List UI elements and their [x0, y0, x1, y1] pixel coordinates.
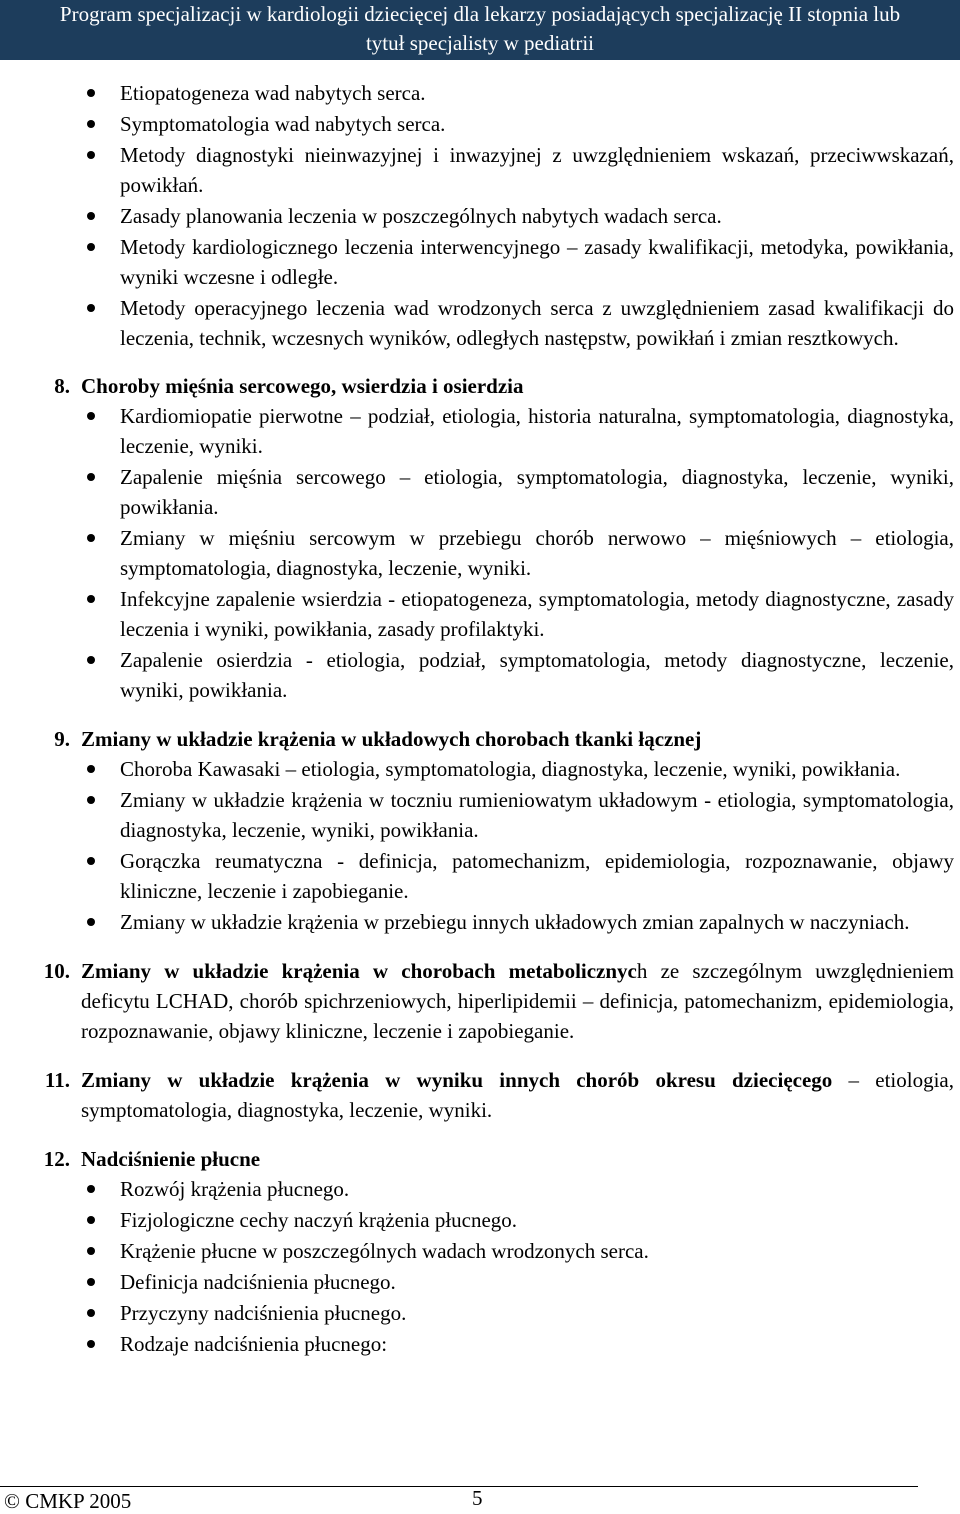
list-item: Kardiomiopatie pierwotne – podział, etiologia, historia naturalna, symptomatologia, diagnostyka, leczenie, wyniki. — [0, 401, 960, 461]
header-line-1: Program specjalizacji w kardiologii dziecięcej dla lekarzy posiadających specjalizację II stopnia lub — [59, 2, 901, 26]
footer-copyright: © CMKP 2005 — [4, 1489, 132, 1513]
section-heading — [0, 956, 960, 1046]
list-item: Etiopatogeneza wad nabytych serca. — [0, 78, 960, 108]
section — [0, 1144, 960, 1359]
list-item: Metody operacyjnego leczenia wad wrodzonych serca z uwzględnieniem zasad kwalifikacji do leczenia, technik, wczesnych wyników, odległych następstw, powikłań i zmian resztkowych. — [0, 293, 960, 353]
section-heading — [0, 1065, 960, 1125]
section-title-continuation: – etiologia, symptomatologia, diagnostyka, leczenie, wyniki. — [81, 1068, 954, 1122]
list-item: Fizjologiczne cechy naczyń krążenia płucnego. — [0, 1205, 960, 1235]
section-title: Choroby mięśnia sercowego, wsierdzia i osierdzia — [81, 374, 524, 398]
section — [0, 371, 960, 705]
section-title: Nadciśnienie płucne — [81, 1147, 261, 1171]
section — [0, 724, 960, 937]
section-title: Zmiany w układzie krążenia w układowych chorobach tkanki łącznej — [81, 727, 702, 751]
list-item: Krążenie płucne w poszczególnych wadach wrodzonych serca. — [0, 1236, 960, 1266]
list-item: Metody diagnostyki nieinwazyjnej i inwazyjnej z uwzględnieniem wskazań, przeciwwskazań, powikłań. — [0, 140, 960, 200]
section-title-continuation: h ze szczególnym uwzględnieniem deficytu LCHAD, chorób spichrzeniowych, hiperlipidemii – definicja, patomechanizm, epidemiologia, rozpoznawanie, objawy kliniczne, leczenie i zapobieganie. — [81, 959, 955, 1043]
footer-rule — [0, 1486, 918, 1487]
list-item: Zmiany w układzie krążenia w toczniu rumieniowatym układowym - etiologia, symptomatologia, diagnostyka, leczenie, wyniki, powikłania. — [0, 785, 960, 845]
list-item: Rozwój krążenia płucnego. — [0, 1174, 960, 1204]
section-bullet-list — [0, 401, 960, 705]
list-item: Infekcyjne zapalenie wsierdzia - etiopatogeneza, symptomatologia, metody diagnostyczne, zasady leczenia i wyniki, powikłania, zasady profilaktyki. — [0, 584, 960, 644]
page-number: 5 — [472, 1486, 483, 1510]
section-number: 8. — [54, 374, 70, 398]
list-item: Przyczyny nadciśnienia płucnego. — [0, 1298, 960, 1328]
list-item: Rodzaje nadciśnienia płucnego: — [0, 1329, 960, 1359]
section — [0, 956, 960, 1046]
list-item: Zapalenie mięśnia sercowego – etiologia, symptomatologia, diagnostyka, leczenie, wyniki, powikłania. — [0, 462, 960, 522]
page-header — [0, 0, 960, 60]
header-line-2: tytuł specjalisty w pediatrii — [365, 31, 595, 55]
intro-bullet-list — [0, 78, 960, 353]
section-title: Zmiany w układzie krążenia w wyniku innych chorób okresu dziecięcego — [81, 1068, 833, 1092]
list-item: Choroba Kawasaki – etiologia, symptomatologia, diagnostyka, leczenie, wyniki, powikłania. — [0, 754, 960, 784]
sections-container — [0, 371, 960, 1359]
section-bullet-list — [0, 754, 960, 937]
section-title: Zmiany w układzie krążenia w chorobach metabolicznyc — [81, 959, 637, 983]
section-heading — [0, 724, 960, 754]
list-item: Zmiany w mięśniu sercowym w przebiegu chorób nerwowo – mięśniowych – etiologia, symptomatologia, diagnostyka, leczenie, wyniki. — [0, 523, 960, 583]
list-item: Definicja nadciśnienia płucnego. — [0, 1267, 960, 1297]
list-item: Metody kardiologicznego leczenia interwencyjnego – zasady kwalifikacji, metodyka, powikłania, wyniki wczesne i odległe. — [0, 232, 960, 292]
list-item: Symptomatologia wad nabytych serca. — [0, 109, 960, 139]
page-content — [0, 78, 960, 1360]
section-heading — [0, 1144, 960, 1174]
section-number: 11. — [44, 1068, 70, 1092]
list-item: Zmiany w układzie krążenia w przebiegu innych układowych zmian zapalnych w naczyniach. — [0, 907, 960, 937]
section-bullet-list — [0, 1174, 960, 1359]
section-heading — [0, 371, 960, 401]
section-number: 10. — [43, 959, 70, 983]
list-item: Zasady planowania leczenia w poszczególnych nabytych wadach serca. — [0, 201, 960, 231]
list-item: Zapalenie osierdzia - etiologia, podział, symptomatologia, metody diagnostyczne, leczenie, wyniki, powikłania. — [0, 645, 960, 705]
section — [0, 1065, 960, 1125]
section-number: 12. — [43, 1147, 70, 1171]
section-number: 9. — [54, 727, 70, 751]
list-item: Gorączka reumatyczna - definicja, patomechanizm, epidemiologia, rozpoznawanie, objawy kliniczne, leczenie i zapobieganie. — [0, 846, 960, 906]
